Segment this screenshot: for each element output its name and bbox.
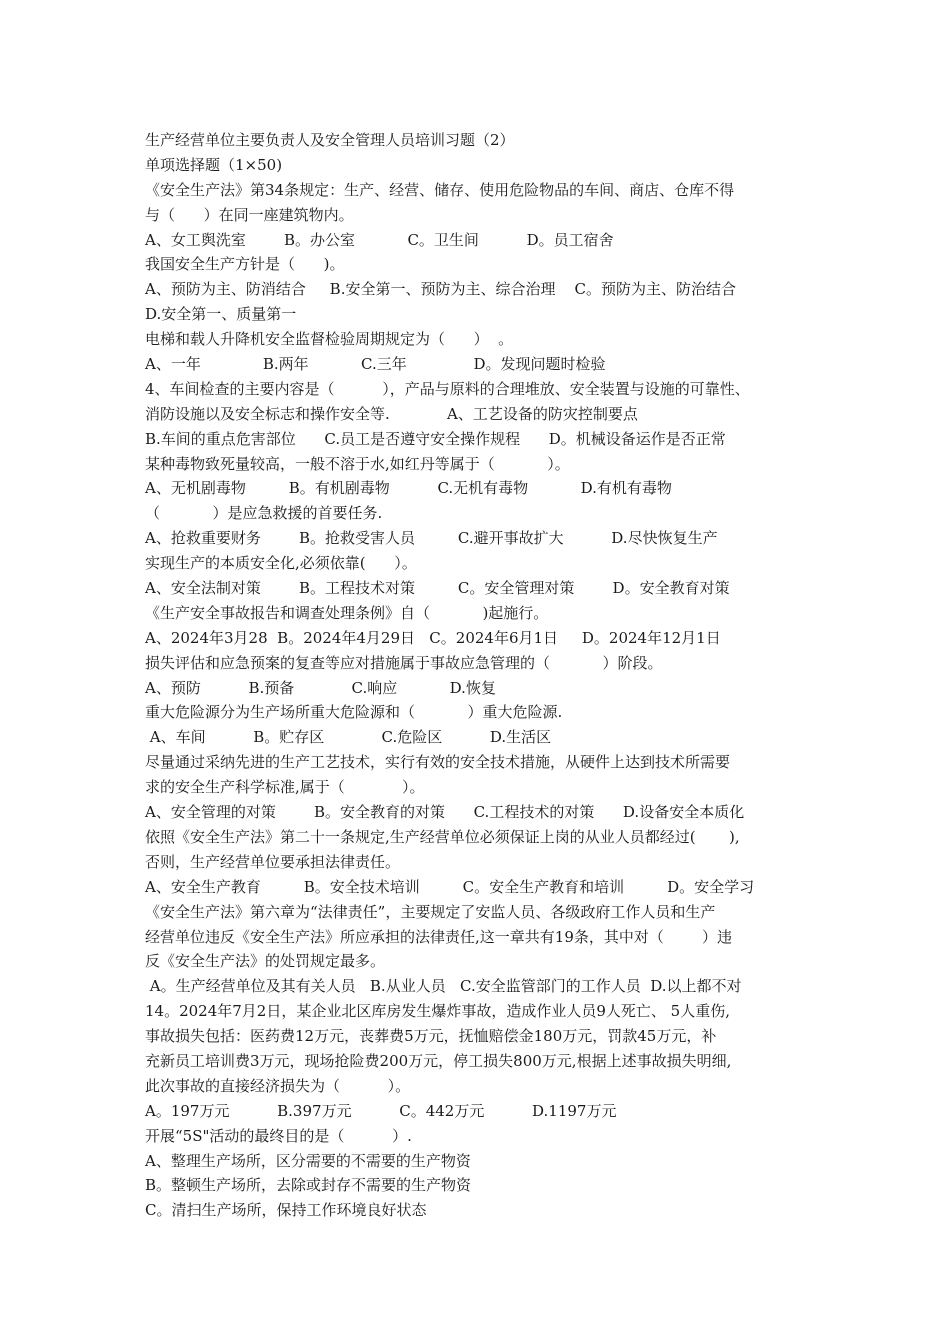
text-line: 事故损失包括：医药费12万元，丧葬费5万元，抚恤赔偿金180万元，罚款45万元，补 (145, 1027, 717, 1046)
text-line: 经营单位违反《安全生产法》所应承担的法律责任,这一章共有19条，其中对（ ）违 (145, 927, 733, 946)
text-line: A、抢救重要财务 B。抢救受害人员 C.避开事故扩大 D.尽快恢复生产 (145, 529, 718, 548)
text-line: B.车间的重点危害部位 C.员工是否遵守安全操作规程 D。机械设备运作是否正常 (145, 429, 726, 448)
text-line: 此次事故的直接经济损失为（ ）。 (145, 1076, 411, 1095)
text-line: 《生产安全事故报告和调查处理条例》自（ )起施行。 (145, 603, 549, 622)
text-line: 否则，生产经营单位要承担法律责任。 (145, 852, 401, 871)
text-line: 电梯和载人升降机安全监督检验周期规定为（ ） 。 (145, 330, 514, 349)
text-line: C。清扫生产场所，保持工作环境良好状态 (145, 1201, 427, 1220)
text-line: 开展“5S"活动的最终目的是（ ）. (145, 1126, 412, 1145)
text-line: 某种毒物致死量较高，一般不溶于水,如红丹等属于（ ）。 (145, 454, 570, 473)
text-line: 损失评估和应急预案的复查等应对措施属于事故应急管理的（ ）阶段。 (145, 653, 663, 672)
text-line: 消防设施以及安全标志和操作安全等. A、工艺设备的防灾控制要点 (145, 404, 638, 423)
text-line: （ ）是应急救援的首要任务. (145, 504, 383, 523)
text-line: A、2024年3月28 B。2024年4月29日 C。2024年6月1日 D。2024年12月1日 (145, 628, 721, 647)
text-line: 4、车间检查的主要内容是（ ），产品与原料的合理堆放、安全装置与设施的可靠性、 (145, 379, 750, 398)
text-line: A、一年 B.两年 C.三年 D。发现问题时检验 (145, 355, 606, 374)
text-line: D.安全第一、质量第一 (145, 305, 297, 324)
text-line: A。生产经营单位及其有关人员 B.从业人员 C.安全监管部门的工作人员 D.以上都不对 (145, 977, 742, 996)
text-line: A、整理生产场所，区分需要的不需要的生产物资 (145, 1151, 471, 1170)
text-line: 我国安全生产方针是（ )。 (145, 255, 345, 274)
text-line: B。整顿生产场所，去除或封存不需要的生产物资 (145, 1176, 472, 1195)
text-line: 实现生产的本质安全化,必须依靠( ）。 (145, 554, 417, 573)
text-line: A。197万元 B.397万元 C。442万元 D.1197万元 (145, 1101, 617, 1120)
text-line: 尽量通过采纳先进的生产工艺技术，实行有效的安全技术措施，从硬件上达到技术所需要 (145, 753, 731, 772)
text-line: A、女工舆洗室 B。办公室 C。卫生间 D。员工宿舍 (145, 230, 614, 249)
text-line: 依照《安全生产法》第二十一条规定,生产经营单位必须保证上岗的从业人员都经过( ), (145, 827, 740, 846)
text-line: 充新员工培训费3万元，现场抢险费200万元，停工损失800万元,根据上述事故损失明细, (145, 1051, 732, 1070)
text-line: A、安全生产教育 B。安全技术培训 C。安全生产教育和培训 D。安全学习 (145, 877, 755, 896)
text-line: A、预防为主、防消结合 B.安全第一、预防为主、综合治理 C。预防为主、防治结合 (145, 280, 737, 299)
text-line: 14。2024年7月2日，某企业北区库房发生爆炸事故，造成作业人员9人死亡、 5人重伤, (145, 1002, 730, 1021)
text-line: A、无机剧毒物 B。有机剧毒物 C.无机有毒物 D.有机有毒物 (145, 479, 672, 498)
text-line: 求的安全生产科学标准,属于（ ）。 (145, 778, 425, 797)
text-line: 《安全生产法》第六章为“法律责任”，主要规定了安监人员、各级政府工作人员和生产 (145, 902, 716, 921)
section-heading: 单项选择题（1×50) (145, 155, 283, 174)
text-line: A、车间 B。贮存区 C.危险区 D.生活区 (145, 728, 552, 747)
text-line: 与（ ）在同一座建筑物内。 (145, 205, 354, 224)
text-line: A、安全管理的对策 B。安全教育的对策 C.工程技术的对策 D.设备安全本质化 (145, 803, 745, 822)
text-line: 反《安全生产法》的处罚规定最多。 (145, 952, 386, 971)
document-title: 生产经营单位主要负责人及安全管理人员培训习题（2） (145, 131, 515, 149)
text-line: A、安全法制对策 B。工程技术对策 C。安全管理对策 D。安全教育对策 (145, 579, 730, 598)
text-line: A、预防 B.预备 C.响应 D.恢复 (145, 678, 496, 697)
document-body (145, 128, 820, 1223)
question-lines (145, 178, 820, 1223)
text-line: 《安全生产法》第34条规定：生产、经营、储存、使用危险物品的车间、商店、仓库不得 (145, 180, 735, 199)
text-line: 重大危险源分为生产场所重大危险源和（ ）重大危险源. (145, 703, 563, 722)
